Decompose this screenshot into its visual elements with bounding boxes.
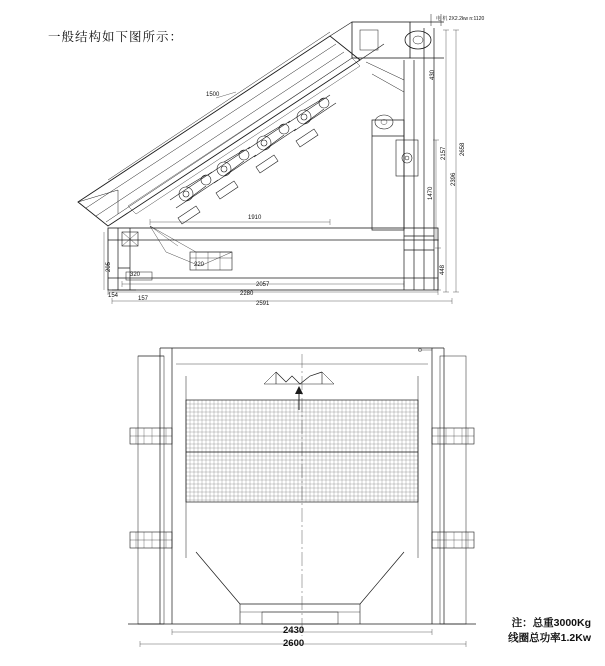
- dim-205: 205: [106, 261, 112, 272]
- dim-448: 448: [440, 264, 446, 275]
- dim-2057: 2057: [256, 282, 270, 288]
- dim-157: 157: [138, 296, 149, 302]
- dim-430: 430: [430, 69, 436, 80]
- dim-2658: 2658: [460, 142, 466, 156]
- dim-1470: 1470: [428, 186, 434, 200]
- dim-2600: 2600: [283, 638, 305, 649]
- note-total-weight: 注：总重3000Kg: [511, 617, 591, 629]
- dim-320: 320: [130, 272, 141, 278]
- dim-2280: 2280: [240, 291, 254, 297]
- dim-220: 220: [194, 262, 205, 268]
- note-coil-power: 线圈总功率1.2Kw: [508, 632, 591, 644]
- dim-1500: 1500: [206, 92, 220, 98]
- dim-2430: 2430: [283, 625, 305, 636]
- drawing-title: 一般结构如下图所示：: [48, 30, 184, 44]
- dim-2396: 2396: [451, 172, 457, 186]
- dim-2157: 2157: [441, 146, 447, 160]
- dim-1910: 1910: [248, 215, 262, 221]
- dim-motor-spec: 电 机 2X2.2kw n:1120: [436, 16, 485, 22]
- dim-2591: 2591: [256, 301, 270, 307]
- dim-154: 154: [108, 293, 119, 299]
